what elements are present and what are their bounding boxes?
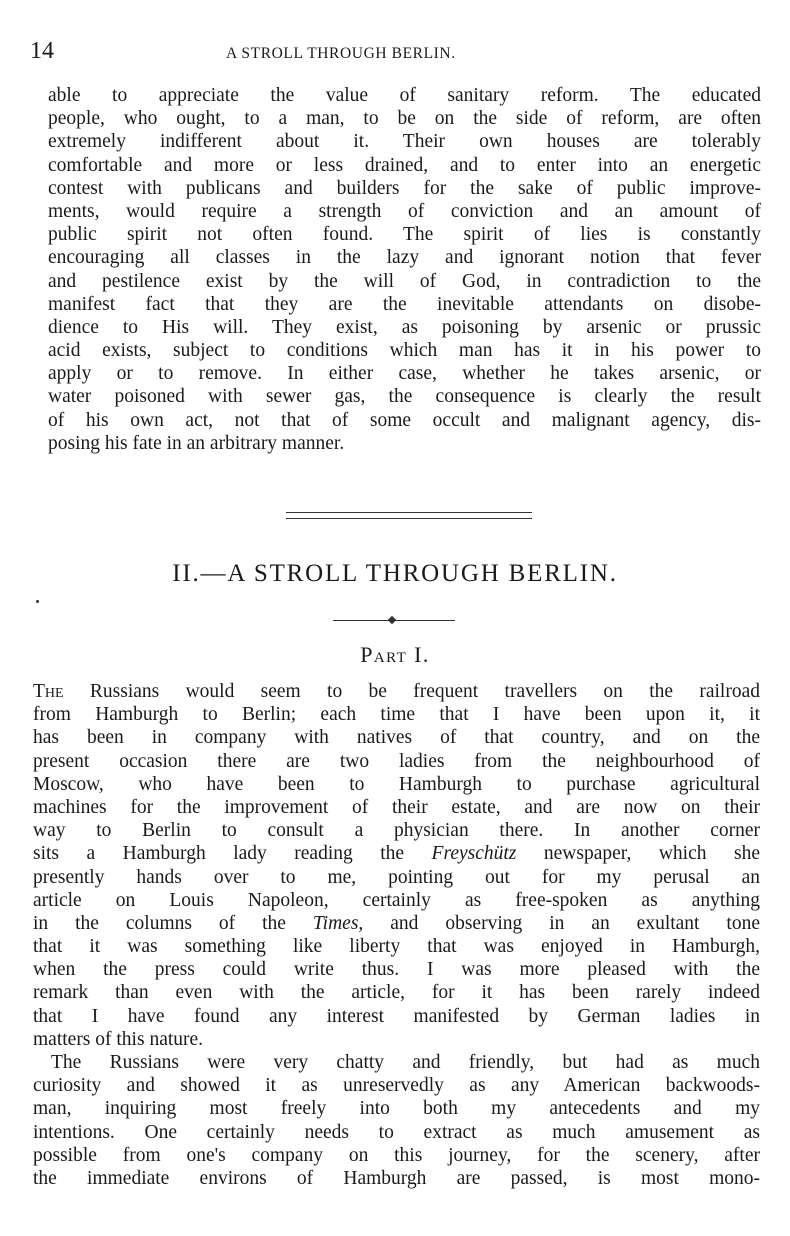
continued-paragraph bbox=[48, 84, 761, 455]
text-line: has been in company with natives of that country, and on the bbox=[33, 727, 760, 749]
text-line: curiosity and showed it as unreservedly as any American backwoods- bbox=[33, 1075, 760, 1097]
text-line: ments, would require a strength of conviction and an amount of bbox=[48, 200, 761, 222]
text-line: The Russians were very chatty and friendly, but had as much bbox=[51, 1052, 760, 1073]
article-body bbox=[33, 680, 760, 1190]
text-line: contest with publicans and builders for the sake of public improve- bbox=[48, 177, 761, 199]
text-line: public spirit not often found. The spirit of lies is constantly bbox=[48, 224, 761, 246]
text-line: intentions. One certainly needs to extract as much amusement as bbox=[33, 1121, 760, 1143]
text-line: when the press could write thus. I was more pleased with the bbox=[33, 959, 760, 981]
text-line: acid exists, subject to conditions which man has it in his power to bbox=[48, 340, 761, 362]
text-line: comfortable and more or less drained, and to enter into an energetic bbox=[48, 154, 761, 176]
newspaper-name: Freyschütz bbox=[431, 843, 517, 865]
section-divider bbox=[286, 512, 532, 519]
newspaper-name: Times, bbox=[312, 912, 364, 934]
text-fragment: Russians would seem to be frequent travellers on the railroad bbox=[63, 681, 760, 702]
text-line: machines for the improvement of their estate, and are now on their bbox=[33, 796, 760, 818]
article-title: II.—A STROLL THROUGH BERLIN. bbox=[172, 560, 618, 587]
text-line: the immediate environs of Hamburgh are passed, is most mono- bbox=[33, 1167, 760, 1189]
text-line: presently hands over to me, pointing out for my perusal an bbox=[33, 866, 760, 888]
text-line: man, inquiring most freely into both my antecedents and my bbox=[33, 1098, 760, 1120]
text-line: encouraging all classes in the lazy and ignorant notion that fever bbox=[48, 247, 761, 269]
text-line: present occasion there are two ladies from the neighbourhood of bbox=[33, 750, 760, 772]
text-line: dience to His will. They exist, as poisoning by arsenic or prussic bbox=[48, 316, 761, 338]
text-line: apply or to remove. In either case, whether he takes arsenic, or bbox=[48, 363, 761, 385]
text-line: water poisoned with sewer gas, the consequence is clearly the result bbox=[48, 386, 761, 408]
text-fragment: newspaper, which she bbox=[516, 843, 760, 865]
text-line: possible from one's company on this journey, for the scenery, after bbox=[33, 1144, 760, 1166]
text-line: and pestilence exist by the will of God, in contradiction to the bbox=[48, 270, 761, 292]
text-line: manifest fact that they are the inevitable attendants on disobe- bbox=[48, 293, 761, 315]
text-line: able to appreciate the value of sanitary reform. The educated bbox=[48, 85, 761, 106]
ornamental-rule bbox=[333, 620, 455, 623]
page-number: 14 bbox=[30, 38, 54, 64]
text-line bbox=[33, 912, 760, 935]
part-heading: Part I. bbox=[360, 642, 430, 667]
text-line: that I have found any interest manifested by German ladies in bbox=[33, 1005, 760, 1027]
text-line bbox=[33, 680, 760, 703]
text-line: article on Louis Napoleon, certainly as free-spoken as anything bbox=[33, 889, 760, 911]
text-fragment: and observing in an exultant tone bbox=[363, 912, 760, 934]
text-line: people, who ought, to a man, to be on the side of reform, are often bbox=[48, 108, 761, 130]
text-line: Moscow, who have been to Hamburgh to purchase agricultural bbox=[33, 773, 760, 795]
text-line: way to Berlin to consult a physician there. In another corner bbox=[33, 820, 760, 842]
text-line: that it was something like liberty that was enjoyed in Hamburgh, bbox=[33, 936, 760, 958]
text-line: extremely indifferent about it. Their own houses are tolerably bbox=[48, 131, 761, 153]
lead-word: The bbox=[33, 681, 64, 702]
text-line: remark than even with the article, for it has been rarely indeed bbox=[33, 982, 760, 1004]
text-fragment: sits a Hamburgh lady reading the bbox=[33, 843, 432, 865]
running-head bbox=[30, 38, 770, 68]
text-line bbox=[33, 842, 760, 865]
text-fragment: in the columns of the bbox=[33, 912, 313, 934]
running-title: A STROLL THROUGH BERLIN. bbox=[226, 45, 456, 62]
text-line: posing his fate in an arbitrary manner. bbox=[48, 432, 345, 454]
diamond-ornament-icon bbox=[388, 616, 396, 624]
printing-speck bbox=[36, 600, 39, 603]
text-line: from Hamburgh to Berlin; each time that I have been upon it, it bbox=[33, 704, 760, 726]
text-line: of his own act, not that of some occult and malignant agency, dis- bbox=[48, 409, 761, 431]
text-line: matters of this nature. bbox=[33, 1028, 204, 1050]
